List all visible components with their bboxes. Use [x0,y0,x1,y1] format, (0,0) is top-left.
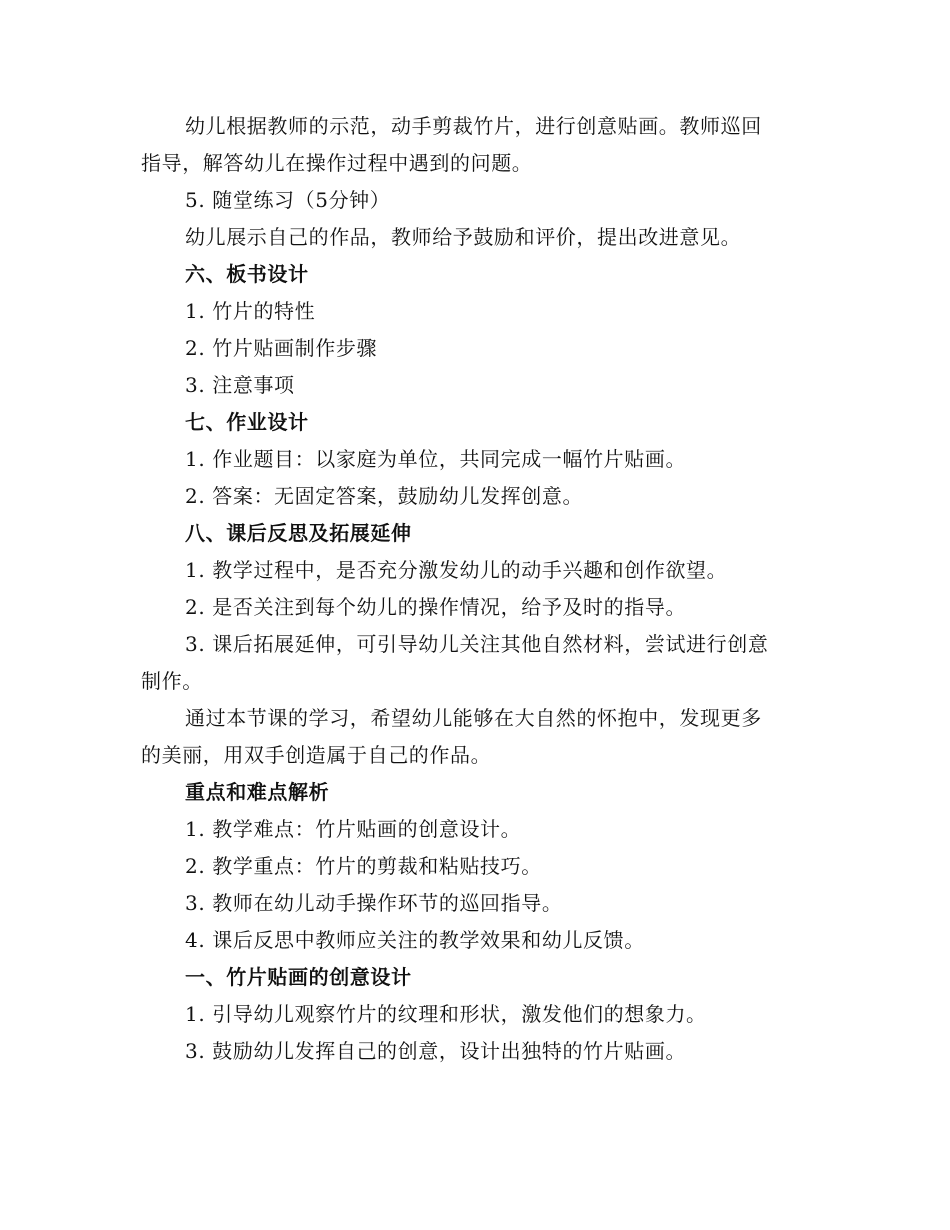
paragraph-line: 指导，解答幼儿在操作过程中遇到的问题。 [141,151,533,175]
list-item: 1. 教学难点：竹片贴画的创意设计。 [185,817,522,841]
section-heading-homework: 七、作业设计 [185,410,309,434]
section-heading-key-points: 重点和难点解析 [185,780,330,804]
paragraph-line: 通过本节课的学习，希望幼儿能够在大自然的怀抱中，发现更多 [185,706,762,730]
paragraph-closing [141,700,811,774]
list-item: 3. 鼓励幼儿发挥自己的创意，设计出独特的竹片贴画。 [185,1039,687,1063]
paragraph-line: 幼儿根据教师的示范，动手剪裁竹片，进行创意贴画。教师巡回 [185,114,762,138]
list-item: 1. 作业题目：以家庭为单位，共同完成一幅竹片贴画。 [185,447,687,471]
list-item-line: 3. 课后拓展延伸，可引导幼儿关注其他自然材料，尝试进行创意 [185,632,769,656]
list-item-line: 制作。 [141,669,203,693]
list-item: 2. 是否关注到每个幼儿的操作情况，给予及时的指导。 [185,595,687,619]
list-item: 5. 随堂练习（5分钟） [185,188,391,212]
list-item: 3. 注意事项 [185,373,295,397]
list-item: 3. 教师在幼儿动手操作环节的巡回指导。 [185,891,563,915]
list-item [141,626,811,700]
document-body [141,108,811,1070]
paragraph-line: 的美丽，用双手创造属于自己的作品。 [141,743,492,767]
section-heading-creative-design: 一、竹片贴画的创意设计 [185,965,412,989]
list-item: 2. 答案：无固定答案，鼓励幼儿发挥创意。 [185,484,584,508]
list-item: 1. 引导幼儿观察竹片的纹理和形状，激发他们的想象力。 [185,1002,707,1026]
list-item: 1. 竹片的特性 [185,299,316,323]
section-heading-board-design: 六、板书设计 [185,262,309,286]
list-item: 1. 教学过程中，是否充分激发幼儿的动手兴趣和创作欲望。 [185,558,728,582]
section-heading-reflection: 八、课后反思及拓展延伸 [185,521,412,545]
paragraph-practice-guidance [141,108,811,182]
list-item: 2. 竹片贴画制作步骤 [185,336,378,360]
list-item: 4. 课后反思中教师应关注的教学效果和幼儿反馈。 [185,928,645,952]
paragraph-show-works: 幼儿展示自己的作品，教师给予鼓励和评价，提出改进意见。 [185,225,742,249]
list-item: 2. 教学重点：竹片的剪裁和粘贴技巧。 [185,854,542,878]
